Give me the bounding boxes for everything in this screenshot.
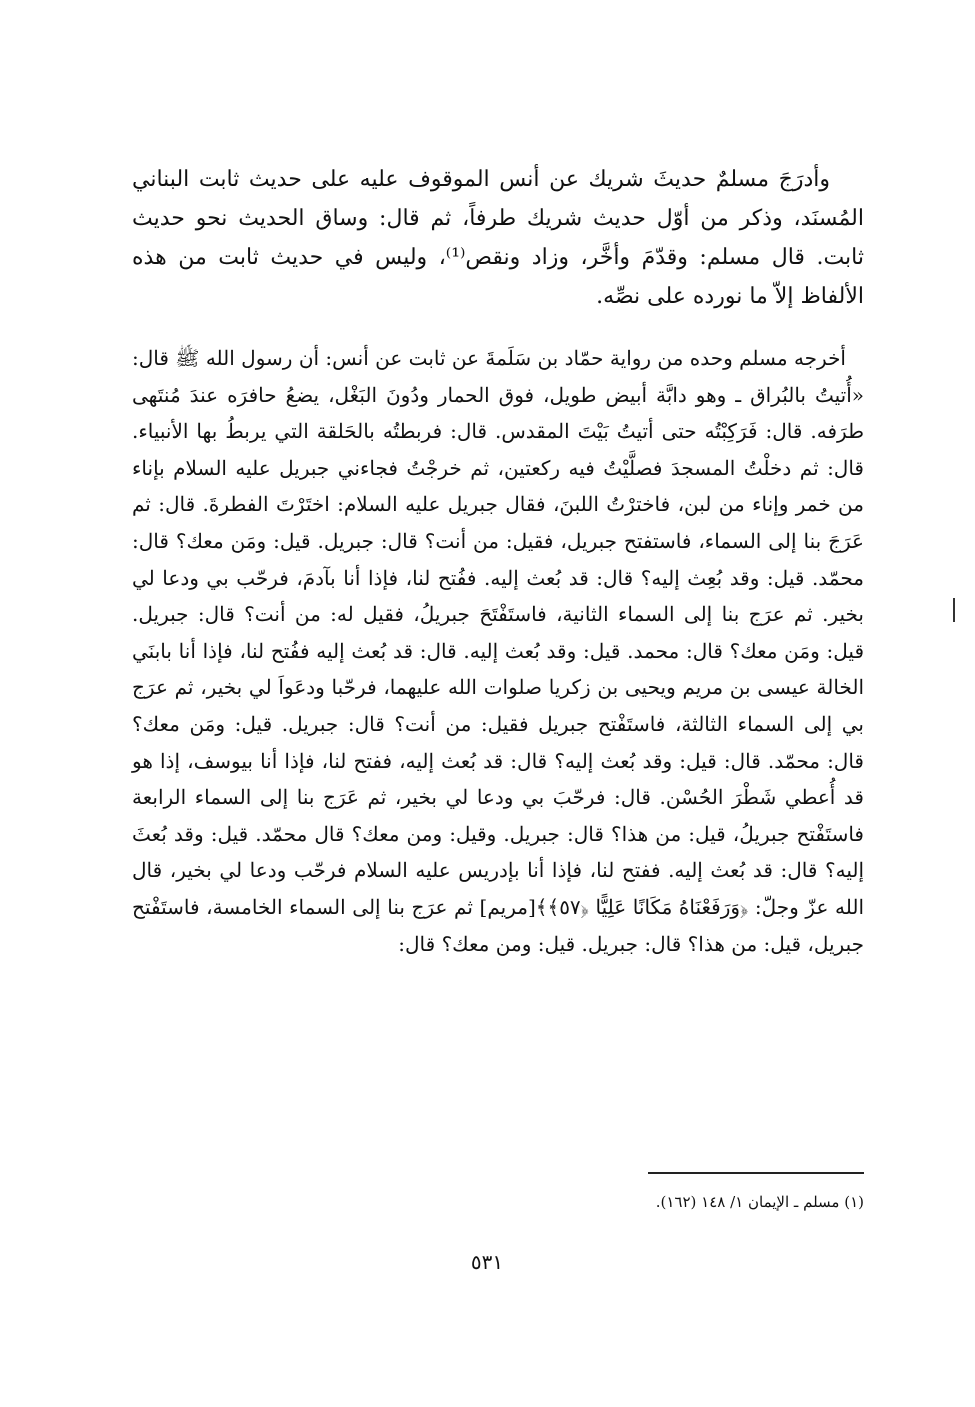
hadith-paragraph: أخرجه مسلم وحده من رواية حمّاد بن سَلَمةَ عن ثابت عن أنس: أن رسول الله ﷺ قال: «أُتيتُ بالبُراق ـ وهو دابَّة أبيض طويل، فوق الحمار ودُونَ البَغْل، يضعُ حافرَه عندَ مُنتَهى طرَفه. قال: فَرَكِبْتُه حتى أتيتُ بَيْتَ المقدس. قال: فربطتُه بالحَلقة التي يربطُ بها الأنبياء. قال: ثم دخلْتُ المسجدَ فصلَّيْتُ فيه ركعتين، ثم خرجْتُ فجاءني جبريل عليه السلام بإناء من خمر وإناء من لبن، فاخترْتُ اللبنَ، فقال جبريل عليه السلام: اختَرْتَ الفطرةَ. قال: ثم عَرَجَ بنا إلى السماء، فاستفتح جبريل، فقيل: من أنت؟ قال: جبريل. قيل: ومَن معك؟ قال: محمّد. قيل: وقد بُعِث إليه؟ قال: قد بُعث إليه. ففُتح لنا، فإذا أنا بآدمَ، فرحّب بي ودعا لي بخير. ثم عرَج بنا إلى السماء الثانية، فاستَفْتَحَ جبريلُ، فقيل له: من أنت؟ قال: جبريل. قيل: ومَن معك؟ قال: محمد. قيل: وقد بُعث إليه. قال: قد بُعث إليه ففُتح لنا، فإذا أنا بابنَي الخالة عيسى بن مريم ويحيى بن زكريا صلوات الله عليهما، فرحّبا ودعَواَ لي بخير، ثم عرَج بي إلى السماء الثالثة، فاستَفْتح جبريل فقيل: من أنت؟ قال: جبريل. قيل: ومَن معك؟ قال: محمّد. قال: قيل: وقد بُعث إليه؟ قال: قد بُعث إليه، ففتح لنا، فإذا أنا بيوسف، إذا هو قد أُعطي شَطْرَ الحُسْن. قال: فرحّبَ بي ودعا لي بخير، ثم عَرَج بنا إلى السماء الرابعة فاستَفْتح جبريلُ، قيل: من هذا؟ قال: جبريل. وقيل: ومن معك؟ قال محمّد. قيل: وقد بُعثَ إليه؟ قال: قد بُعث إليه. ففتح لنا، فإذا أنا بإدريس عليه السلام فرحّب ودعا لي بخير، قال الله عزّ وجلّ: ﴿وَرَفَعْنَاهُ مَكَانًا عَلِيًّا ﴿٥٧﴾﴾[مريم] ثم عرَج بنا إلى السماء الخامسة، فاستَفْتح جبريل، قيل: من هذا؟ قال: جبريل. قيل: ومن معك؟ قال: [132, 346, 864, 956]
footnote-separator [648, 1172, 864, 1174]
scan-artifact-mark [953, 598, 955, 622]
footnote: (١) مسلم ـ الإيمان ١/ ١٤٨ (١٦٢). [655, 1193, 864, 1211]
intro-paragraph: وأدرَجَ مسلمٌ حديثَ شريك عن أنس الموقوف عليه على حديث ثابت البناني المُسنَد، وذكر من أوّل حديث شريك طرفاً، ثم قال: وساق الحديث نحو حديث ثابت. قال مسلم: وقدّمَ وأخَّر، وزاد ونقص⁽¹⁾، وليس في حديث ثابت من هذه الألفاظ إلاّ ما نورده على نصِّه. [132, 167, 864, 309]
page-number: ٥٣١ [470, 1250, 504, 1274]
